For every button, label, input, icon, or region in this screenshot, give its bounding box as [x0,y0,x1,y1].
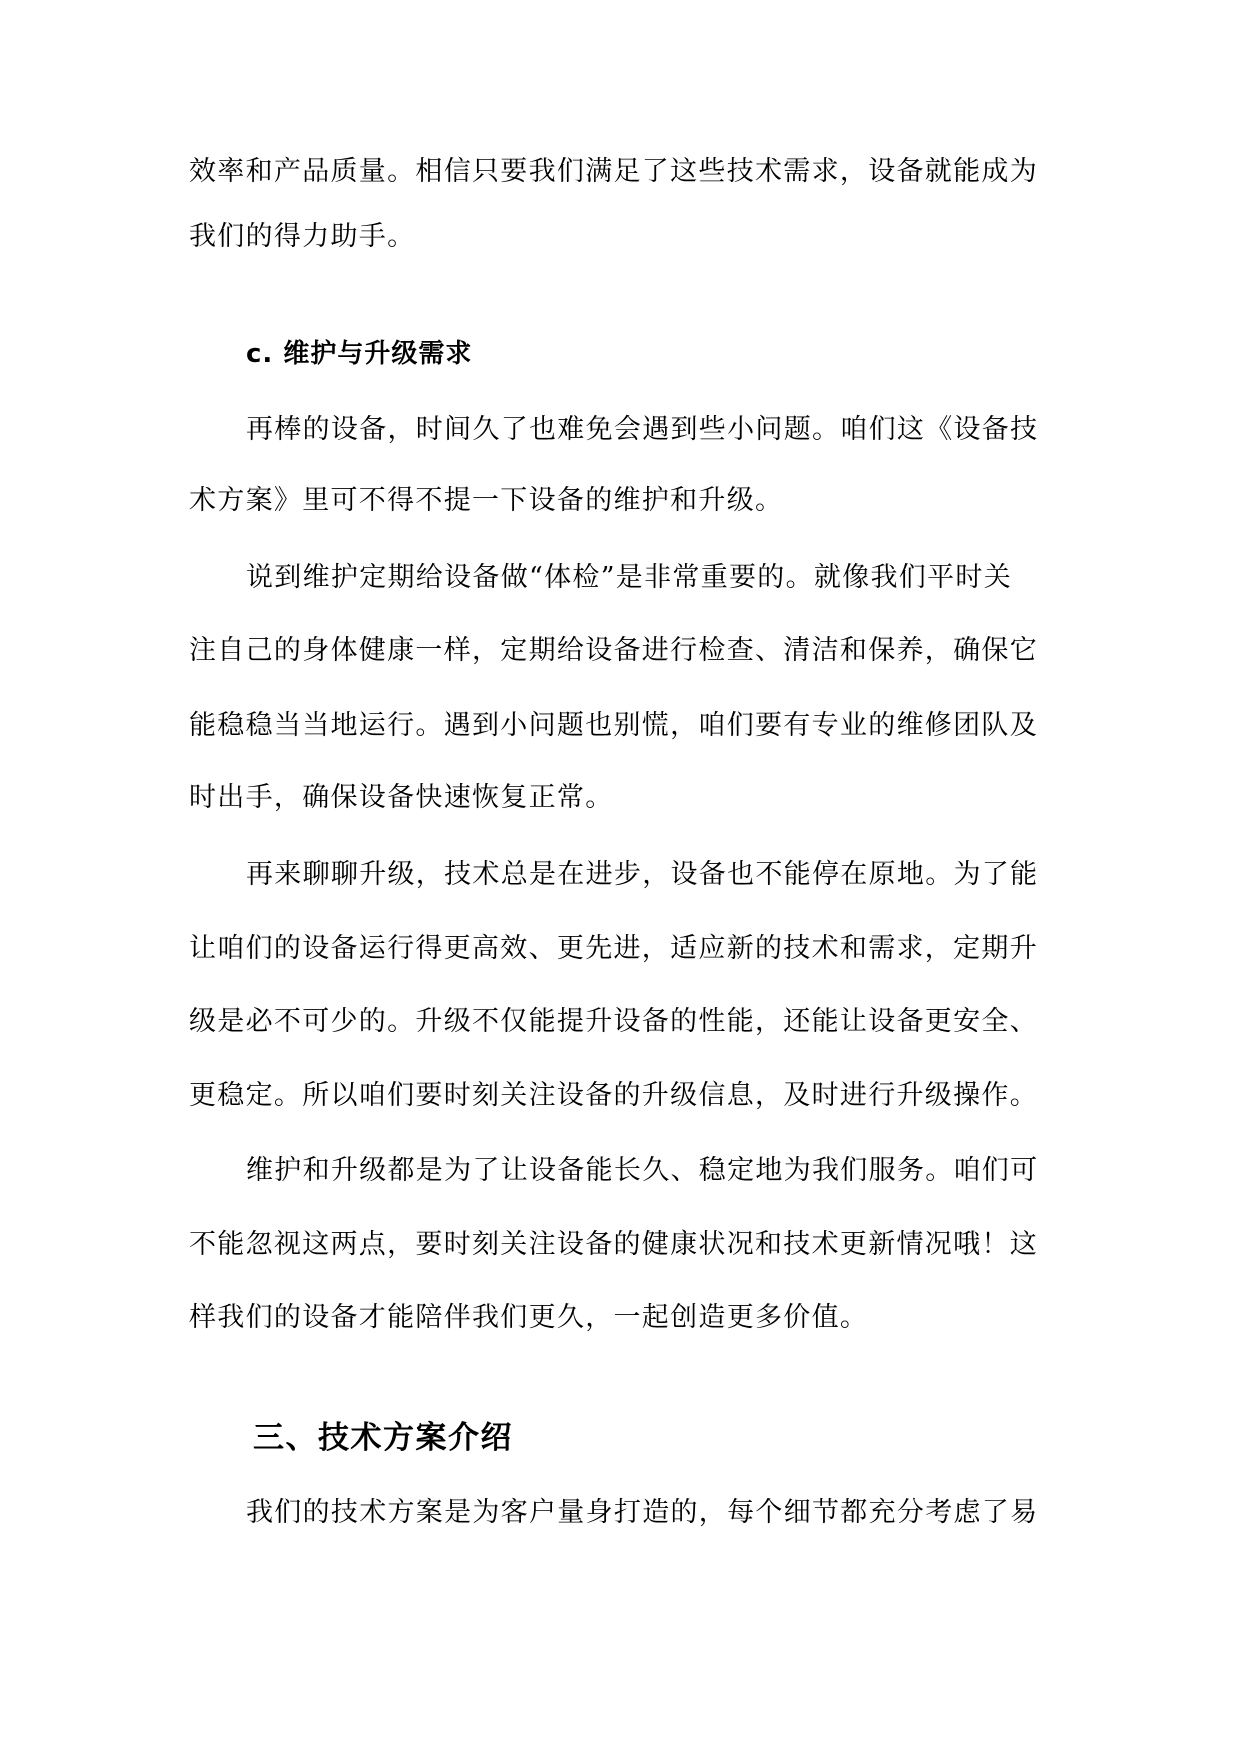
paragraph-first-line: 我们的技术方案是为客户量身打造的，每个细节都充分考虑了易 [246,1497,1039,1528]
paragraph-line: 能稳稳当当地运行。遇到小问题也别慌，咱们要有专业的维修团队及 [189,710,1038,741]
paragraph-line: 效率和产品质量。相信只要我们满足了这些技术需求，设备就能成为 [189,156,1038,187]
paragraph-first-line: 再棒的设备，时间久了也难免会遇到些小问题。咱们这《设备技 [246,414,1039,445]
section-heading-c: c. 维护与升级需求 [246,339,473,369]
paragraph-line: 级是必不可少的。升级不仅能提升设备的性能，还能让设备更安全、 [189,1006,1038,1037]
paragraph-line: 让咱们的设备运行得更高效、更先进，适应新的技术和需求，定期升 [189,933,1038,964]
paragraph-first-line: 说到维护定期给设备做“体检”是非常重要的。就像我们平时关 [246,562,1013,593]
paragraph-first-line: 维护和升级都是为了让设备能长久、稳定地为我们服务。咱们可 [246,1155,1039,1186]
paragraph-line: 时出手，确保设备快速恢复正常。 [189,782,614,813]
section-heading-3: 三、技术方案介绍 [253,1420,513,1456]
paragraph-line: 术方案》里可不得不提一下设备的维护和升级。 [189,485,784,516]
paragraph-line: 更稳定。所以咱们要时刻关注设备的升级信息，及时进行升级操作。 [189,1080,1038,1111]
paragraph-line: 我们的得力助手。 [189,221,416,252]
paragraph-line: 不能忽视这两点，要时刻关注设备的健康状况和技术更新情况哦！这 [189,1229,1038,1260]
paragraph-first-line: 再来聊聊升级，技术总是在进步，设备也不能停在原地。为了能 [246,859,1039,890]
paragraph-line: 样我们的设备才能陪伴我们更久，一起创造更多价值。 [189,1302,869,1333]
paragraph-line: 注自己的身体健康一样，定期给设备进行检查、清洁和保养，确保它 [189,635,1038,666]
